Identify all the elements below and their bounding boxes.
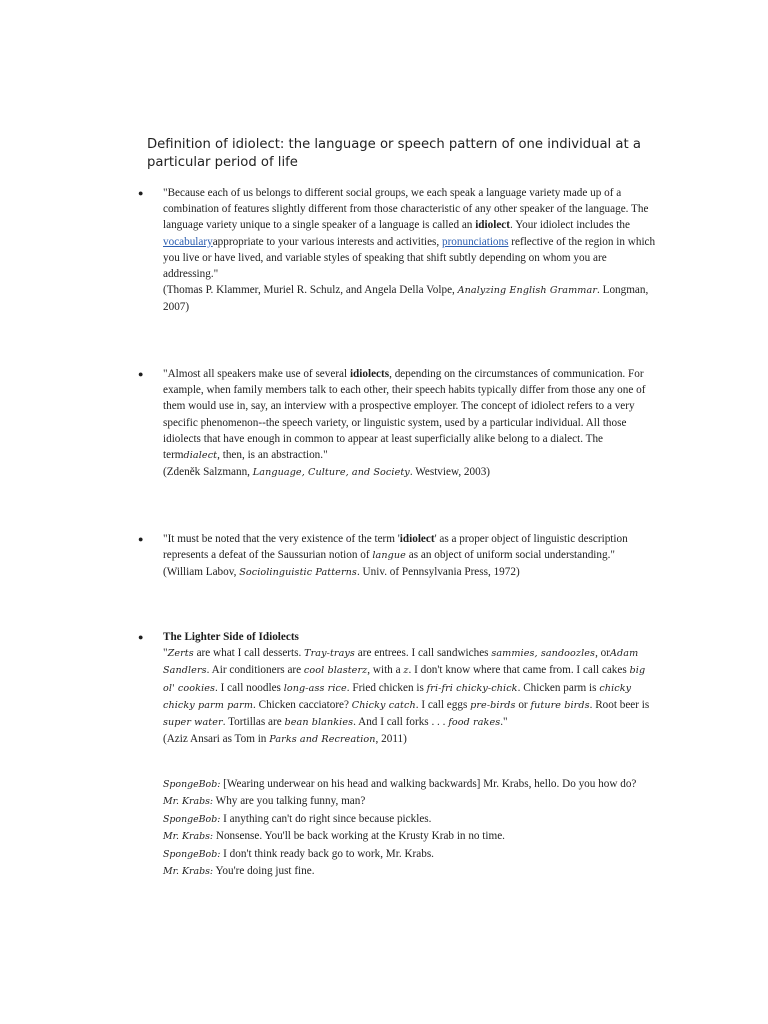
speaker-name: Mr. Krabs: (163, 831, 214, 843)
italic-term: big ol' cookies (163, 665, 646, 694)
quote-salzmann (138, 366, 658, 481)
dialogue-line (163, 793, 658, 810)
dialogue-line (163, 846, 658, 863)
italic-term: cool blasterz (303, 665, 368, 677)
italic-term: long-ass rice (283, 682, 347, 694)
citation-title: Language, Culture, and Society (252, 467, 410, 479)
quote-text: are what I call desserts. (193, 647, 305, 660)
quote-text: "Almost all speakers make use of several (163, 368, 350, 380)
spongebob-dialogue (163, 776, 658, 880)
quote-text: , or (595, 647, 610, 660)
dialogue-text: I anything can't do right since because pickles. (220, 812, 432, 825)
quote-text: ' as a proper object of linguistic description represents a defeat of the Saussurian notion of (163, 533, 628, 562)
quote-text: . Your idiolect includes the (510, 219, 630, 232)
italic-term: dialect (183, 450, 218, 462)
citation-title: Sociolinguistic Patterns (239, 567, 357, 579)
italic-term: langue (372, 550, 406, 562)
pronunciations-link[interactable]: pronunciations (441, 235, 509, 248)
italic-term: future birds (530, 699, 590, 711)
italic-term: fri-fri chicky-chick (426, 682, 518, 694)
quote-text: . And I call forks . . . (353, 716, 449, 729)
citation-text: . Univ. of Pennsylvania Press, 1972) (356, 566, 520, 579)
section-title: The Lighter Side of Idiolects (163, 631, 299, 643)
quote-text: . Air conditioners are (206, 664, 304, 677)
quote-text: . I call eggs (415, 698, 471, 711)
speaker-name: SpongeBob: (163, 779, 221, 790)
citation-text: . Longman, 2007) (163, 284, 649, 314)
quote-text: are entrees. I call sandwiches (354, 647, 492, 660)
speaker-name: SpongeBob: (163, 813, 221, 825)
quote-text: . Chicken cacciatore? (253, 698, 352, 711)
dialogue-line (163, 776, 658, 793)
lighter-side-section (138, 629, 658, 748)
quote-klammer (138, 185, 658, 316)
dialogue-text: [Wearing underwear on his head and walking backwards] Mr. Krabs, hello. Do you how do? (220, 778, 637, 790)
quote-labov (138, 531, 658, 582)
italic-term: Tray-trays (304, 648, 355, 660)
italic-term: sammies, sandoozles (491, 648, 596, 660)
dialogue-text: Nonsense. You'll be back working at the Krusty Krab in no time. (213, 830, 505, 843)
citation-text: , 2011) (375, 733, 407, 746)
citation-title: Parks and Recreation (269, 734, 376, 746)
quote-text: . Fried chicken is (346, 681, 427, 694)
dialogue-line (163, 811, 658, 828)
bullet-icon: ● (138, 188, 144, 198)
italic-term: Adam Sandlers (163, 648, 639, 677)
bullet-icon: ● (138, 534, 144, 544)
quote-text: . I call noodles (215, 681, 284, 694)
dialogue-line (163, 863, 658, 880)
italic-term: Zerts (167, 648, 194, 660)
citation-text: (Thomas P. Klammer, Muriel R. Schulz, and Angela Della Volpe, (163, 284, 458, 297)
quote-text: reflective of the region in which you live or have lived, and variable styles of speaking that shift subtly depending on whom you are addressing." (163, 235, 656, 281)
italic-term: pre-birds (470, 699, 516, 711)
speaker-name: Mr. Krabs: (163, 796, 214, 808)
italic-term: super water (163, 717, 223, 729)
quote-text: , depending on the circumstances of communication. For example, when family members talk to each other, their speech habits typically differ from those any one of them would use in, say, an interview with a prospective employer. The concept of idiolect refers to a very specific phenomenon--the speech variety, or linguistic system, used by a particular individual. All those idiolects that have enough in common to appear at least superficially alike belong to a dialect. The term (163, 368, 646, 462)
italic-term: chicky chicky parm parm (163, 682, 632, 711)
vocabulary-link[interactable]: vocabulary (163, 235, 213, 248)
dialogue-text: Why are you talking funny, man? (213, 795, 366, 808)
page-title: Definition of idiolect: the language or speech pattern of one individual at a particular period of life (147, 137, 641, 170)
bold-term: idiolects (349, 368, 390, 380)
citation-text: . Westview, 2003) (409, 466, 491, 479)
quote-text: ." (500, 716, 508, 729)
quote-text: . I don't know where that came from. I call cakes (408, 664, 630, 677)
bold-term: idiolect (399, 533, 435, 545)
dialogue-text: I don't think ready back go to work, Mr. Krabs. (220, 847, 434, 860)
italic-term: bean blankies (284, 717, 354, 729)
quote-text: or (515, 698, 531, 711)
citation-text: (Aziz Ansari as Tom in (163, 733, 270, 746)
dialogue-line (163, 828, 658, 845)
dialogue-text: You're doing just fine. (213, 865, 315, 878)
quote-text: , with a (367, 664, 404, 677)
italic-term: Chicky catch (351, 699, 416, 711)
citation-text: (William Labov, (163, 566, 240, 579)
bullet-icon: ● (138, 632, 144, 642)
quote-text: " (163, 647, 168, 660)
quote-text: appropriate to your various interests and activities, (212, 235, 442, 248)
bold-term: idiolect (475, 219, 511, 232)
citation-title: Analyzing English Grammar (457, 285, 598, 297)
speaker-name: Mr. Krabs: (163, 866, 214, 878)
quote-text: . Tortillas are (222, 716, 285, 729)
quote-text: . Root beer is (589, 698, 650, 711)
quote-text: , then, is an abstraction." (217, 449, 328, 462)
quote-text: "Because each of us belongs to different social groups, we each speak a language variety made up of a combination of features slightly different from those characteristic of any other speaker of the language. The language variety unique to a single speaker of a language is called an (163, 187, 649, 232)
quote-text: . Chicken parm is (517, 681, 600, 694)
italic-term: food rakes (448, 717, 501, 729)
quote-text: as an object of uniform social understanding." (405, 549, 615, 562)
speaker-name: SpongeBob: (163, 848, 221, 860)
italic-term: z (403, 665, 409, 677)
citation-text: (Zdeněk Salzmann, (163, 466, 253, 479)
quote-text: "It must be noted that the very existence of the term ' (163, 533, 400, 545)
bullet-icon: ● (138, 369, 144, 379)
